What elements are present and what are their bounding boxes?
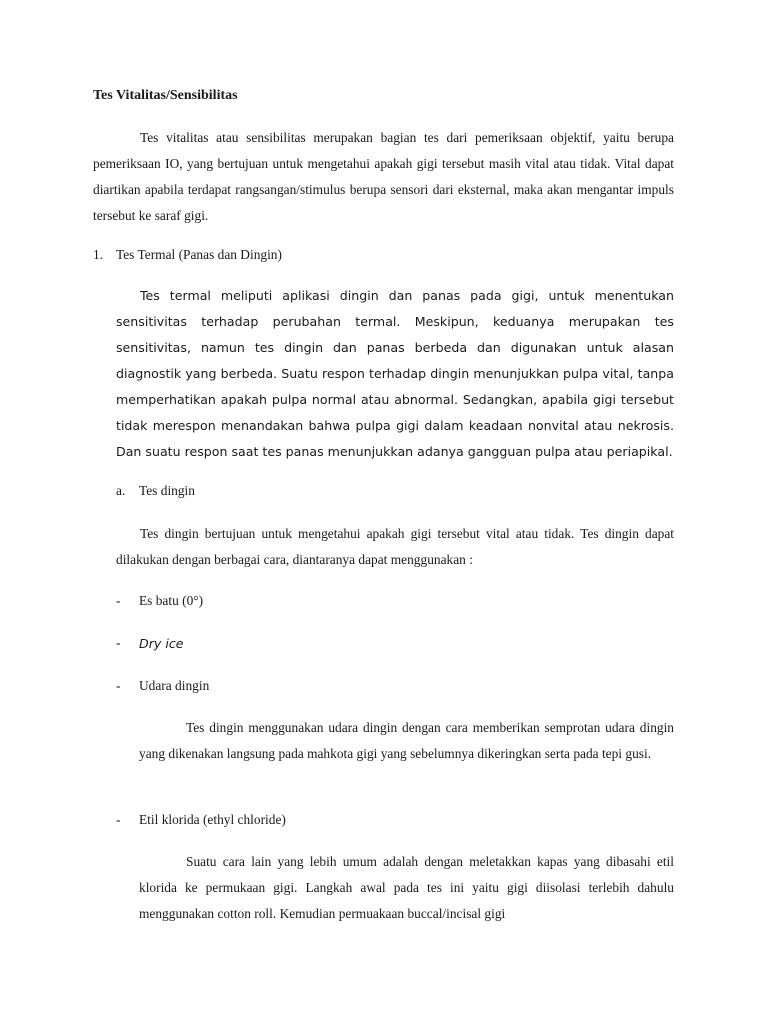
subsection-heading: Tes dingin (139, 483, 195, 498)
bullet-dash: - (116, 812, 121, 827)
thermal-test-paragraph: Tes termal meliputi aplikasi dingin dan panas pada gigi, untuk menentukan sensitivitas terhadap perubahan termal. Meskipun, keduanya merupakan tes sensitivitas, namun tes dingin dan panas berbeda dan digunakan untuk alasan diagnostik yang berbeda. Suatu respon terhadap dingin menunjukkan pulpa vital, tanpa memperhatikan apakah pulpa normal atau abnormal. Sedangkan, apabila gigi tersebut tidak merespon menandakan bahwa pulpa gigi dalam keadaan nonvital atau nekrosis. Dan suatu respon saat tes panas menunjukkan adanya gangguan pulpa atau periapikal. (116, 288, 674, 459)
cold-test-paragraph: Tes dingin bertujuan untuk mengetahui apakah gigi tersebut vital atau tidak. Tes dingin dapat dilakukan dengan berbagai cara, diantaranya dapat menggunakan : (116, 526, 674, 567)
bullet-dash: - (116, 593, 121, 608)
section-heading: Tes Termal (Panas dan Dingin) (116, 247, 282, 262)
intro-paragraph: Tes vitalitas atau sensibilitas merupakan bagian tes dari pemeriksaan objektif, yaitu berupa pemeriksaan IO, yang bertujuan untuk mengetahui apakah gigi tersebut masih vital atau tidak. Vital dapat diartikan apabila terdapat rangsangan/stimulus berupa sensori dari eksternal, maka akan mengantar impuls tersebut ke saraf gigi. (93, 130, 674, 223)
bullet-item: Es batu (0°) (139, 593, 204, 608)
bullet-dash: - (116, 678, 121, 693)
bullet-item: Dry ice (139, 636, 184, 651)
section-number: 1. (93, 247, 104, 262)
subsection-letter: a. (116, 483, 126, 498)
bullet-item: Etil klorida (ethyl chloride) (139, 812, 286, 827)
bullet-item: Udara dingin (139, 678, 210, 693)
bullet-dash: - (116, 635, 121, 650)
cold-air-paragraph: Tes dingin menggunakan udara dingin dengan cara memberikan semprotan udara dingin yang dikenakan langsung pada mahkota gigi yang sebelumnya dikeringkan serta pada tepi gusi. (139, 720, 674, 761)
ethyl-chloride-paragraph: Suatu cara lain yang lebih umum adalah dengan meletakkan kapas yang dibasahi etil klorida ke permukaan gigi. Langkah awal pada tes ini yaitu gigi diisolasi terlebih dahulu menggunakan cotton roll. Kemudian permuakaan buccal/incisal gigi (139, 854, 674, 921)
document-title: Tes Vitalitas/Sensibilitas (93, 88, 238, 103)
